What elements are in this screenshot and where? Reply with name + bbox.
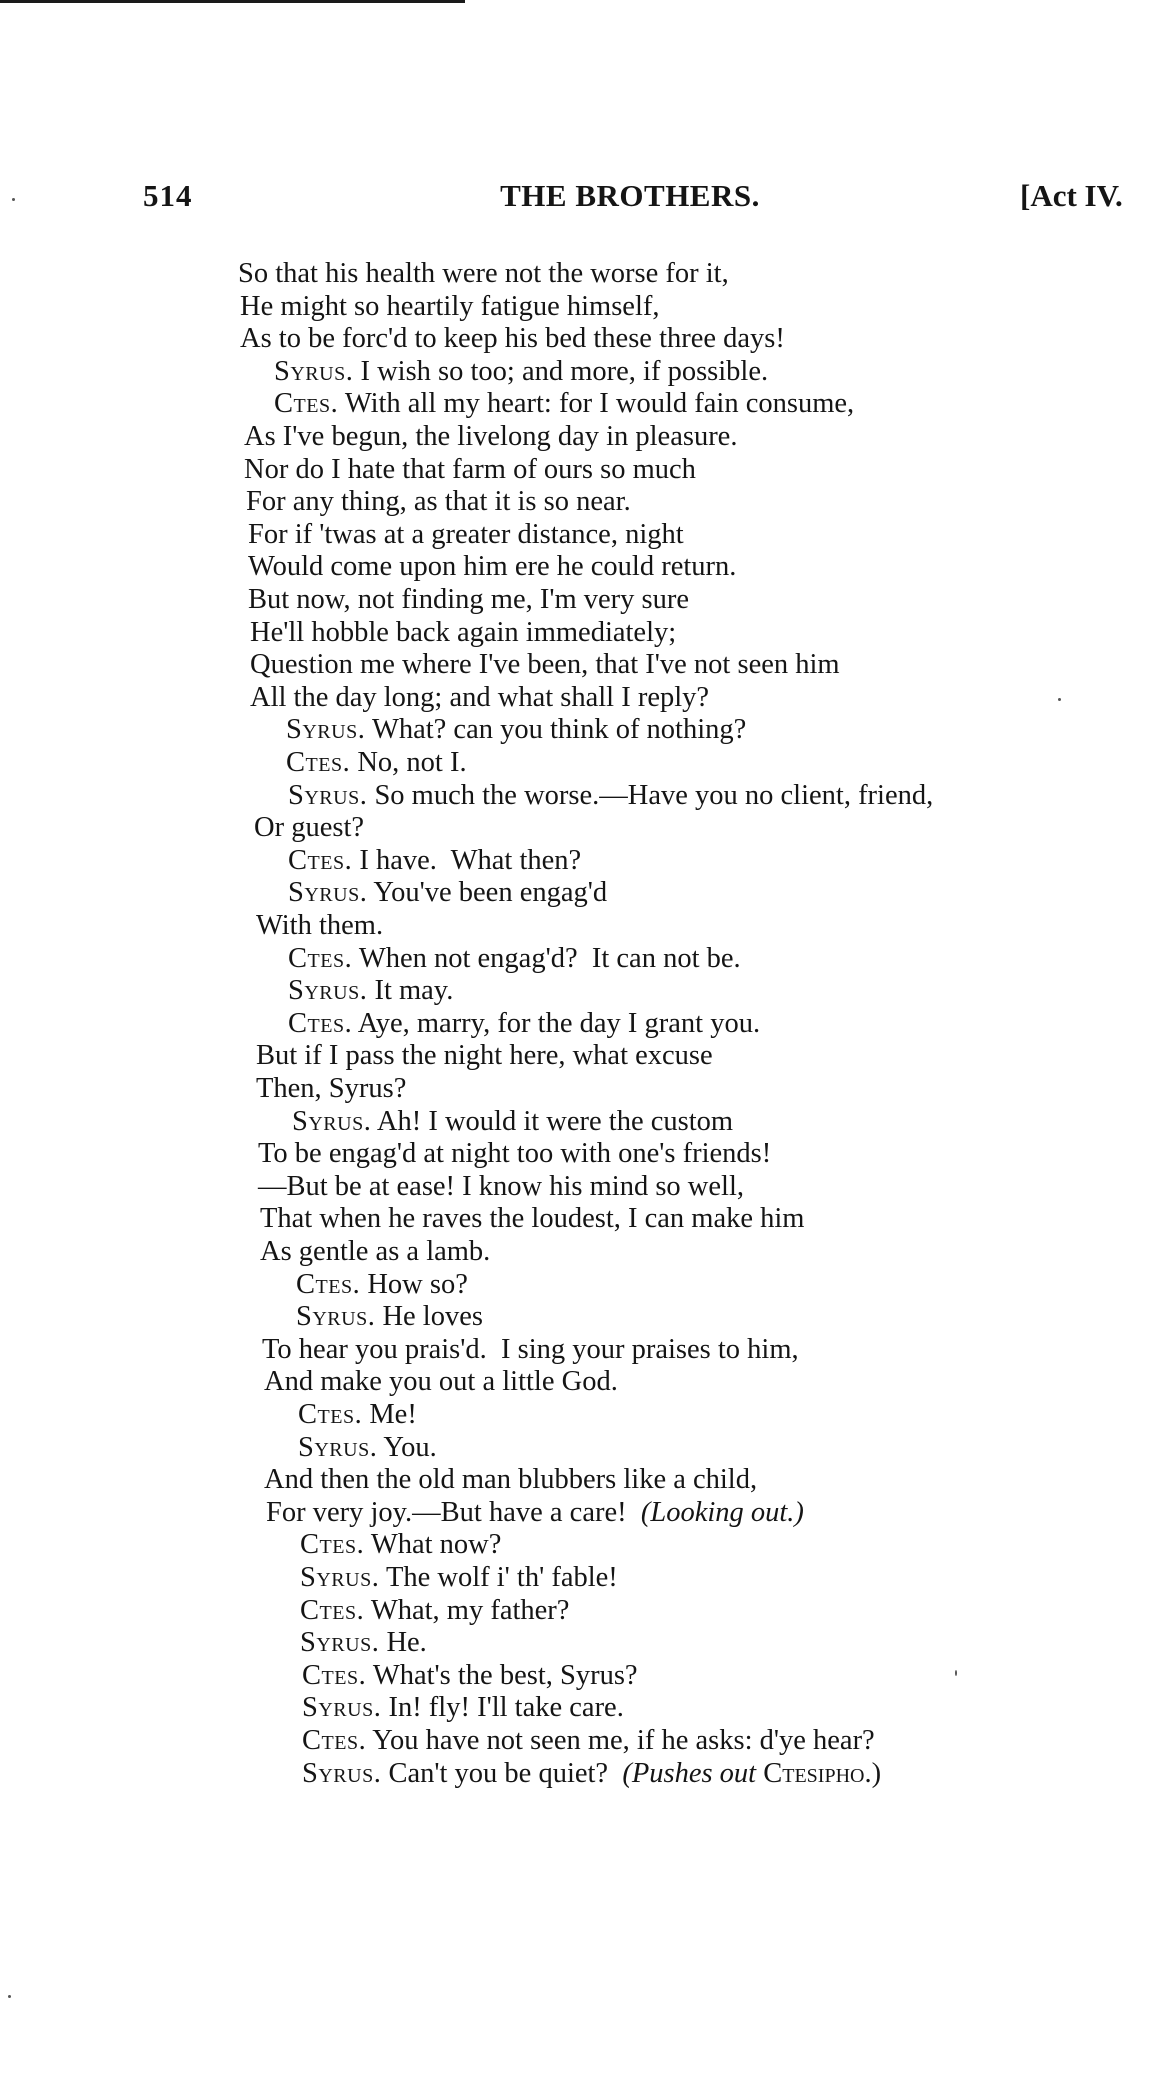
line-text: To hear you prais'd. I sing your praises to him, [262,1333,799,1365]
line-text: He. [379,1627,427,1659]
line-text: To be engag'd at night too with one's friends! [258,1138,772,1170]
stage-direction-text: (Looking out.) [640,1496,804,1528]
verse-line [288,780,933,812]
act-label-text: [Act IV. [1020,178,1123,213]
verse-line [256,910,383,942]
verse-line [244,454,696,486]
line-text: Ah! I would it were the custom [371,1105,734,1137]
verse-line [248,584,689,616]
speaker-name: Syrus. [288,975,368,1007]
line-text: —But be at ease! I know his mind so well, [258,1170,745,1202]
verse-line [302,1725,875,1757]
speaker-name: Syrus. [296,1301,376,1333]
verse-line [246,486,631,518]
line-text: And make you out a little God. [264,1366,618,1398]
line-text: That when he raves the loudest, I can make him [260,1203,805,1235]
speaker-name: Ctes. [296,1268,361,1300]
speaker-name: Syrus. [302,1757,382,1789]
line-text: Question me where I've been, that I've not seen him [250,649,840,681]
speaker-name: Ctes. [288,1007,353,1039]
speaker-name: Ctes. [300,1529,365,1561]
speaker-name: Ctes. [300,1594,365,1626]
line-text: When not engag'd? It can not be. [352,942,741,974]
line-text: With all my heart: for I would fain consume, [338,388,855,420]
line-text: What now? [364,1529,502,1561]
speaker-name: Ctes. [298,1399,363,1430]
act-label [1020,178,1123,214]
verse-line [288,975,453,1007]
verse-line [300,1529,501,1561]
stage-direction-name: Ctesipho [763,1757,865,1789]
verse-line [260,1203,804,1235]
verse-line [286,747,467,779]
line-text: But if I pass the night here, what excuse [256,1040,713,1072]
print-speck [1058,698,1061,701]
speaker-name: Syrus. [288,779,368,811]
verse-line [256,1073,406,1105]
line-text: I have. What then? [352,844,582,876]
verse-line [248,551,736,583]
line-text: Aye, marry, for the day I grant you. [352,1007,761,1039]
speaker-name: Syrus. [300,1562,380,1593]
verse-line [302,1758,881,1790]
verse-line [250,682,709,714]
verse-line [288,845,581,877]
verse-line [292,1106,733,1138]
line-text: And then the old man blubbers like a child, [264,1464,758,1496]
line-text: You have not seen me, if he asks: d'ye hear? [366,1725,875,1756]
verse-line [298,1432,437,1464]
line-text: As I've begun, the livelong day in pleasure. [244,421,738,452]
stage-direction-text: (Pushes out [622,1757,764,1789]
line-text: The wolf i' th' fable! [379,1562,618,1593]
speaker-name: Syrus. [274,355,354,387]
line-text: So that his health were not the worse for it, [238,258,729,289]
line-text: Me! [362,1399,417,1430]
verse-line [298,1399,417,1431]
verse-line [264,1366,618,1398]
speaker-name: Ctes. [288,942,353,974]
speaker-name: Syrus. [300,1627,380,1659]
speaker-name: Ctes. [286,747,351,778]
verse-line [296,1269,468,1301]
line-text: It may. [367,975,454,1007]
print-speck [12,198,15,201]
verse-line [300,1627,427,1659]
verse-line [248,519,684,551]
verse-line [286,714,746,746]
verse-line [250,617,676,649]
line-text: No, not I. [350,747,467,778]
line-text: He'll hobble back again immediately; [250,616,677,648]
line-text: As gentle as a lamb. [260,1236,491,1267]
line-text: All the day long; and what shall I reply? [250,681,710,713]
verse-line [288,943,741,975]
speaker-name: Ctes. [288,844,353,876]
verse-line [238,258,729,290]
speaker-name: Syrus. [292,1105,372,1137]
verse-line [256,1040,713,1072]
top-rule [0,0,465,3]
verse-line [296,1301,483,1333]
speaker-name: Syrus. [302,1692,382,1724]
line-text: How so? [360,1268,468,1300]
line-text: As to be forc'd to keep his bed these three days! [240,323,785,355]
verse-line [244,421,737,453]
verse-line [240,323,785,355]
speaker-name: Syrus. [286,714,366,746]
line-text: You've been engag'd [367,877,608,909]
line-text: He might so heartily fatigue himself, [240,290,660,322]
verse-line [260,1236,490,1268]
verse-line [288,1008,760,1040]
print-speck [955,1670,957,1676]
verse-line [288,877,607,909]
verse-line [240,291,659,323]
verse-line [250,649,840,681]
verse-line [254,812,364,844]
line-text: You. [377,1431,437,1463]
line-text: Or guest? [254,812,365,844]
verse-line [274,356,768,388]
verse-line [302,1692,624,1724]
speaker-name: Ctes. [302,1725,367,1756]
line-text: He loves [375,1301,483,1333]
stage-direction-end: .) [864,1757,882,1789]
verse-line [258,1138,771,1170]
line-text: Then, Syrus? [256,1073,407,1104]
page-number: 514 [143,178,193,213]
line-text: What? can you think of nothing? [365,714,747,746]
line-text: I wish so too; and more, if possible. [353,355,769,387]
line-text: Would come upon him ere he could return. [248,551,737,583]
verse-line [266,1497,804,1529]
line-text: For very joy.—But have a care! [266,1496,641,1528]
verse-line [300,1595,569,1627]
speaker-name: Syrus. [298,1431,378,1463]
line-text: What's the best, Syrus? [366,1659,638,1691]
page-header [0,178,1152,222]
line-text: For if 'twas at a greater distance, night [248,518,684,550]
line-text: But now, not finding me, I'm very sure [248,584,690,615]
line-text: Nor do I hate that farm of ours so much [244,453,696,485]
line-text: With them. [256,910,384,941]
line-text: For any thing, as that it is so near. [246,486,631,518]
verse-line [274,388,854,420]
line-text: In! fly! I'll take care. [381,1692,624,1724]
verse-line [262,1334,799,1366]
speaker-name: Ctes. [274,388,339,420]
speaker-name: Ctes. [302,1659,367,1691]
print-speck [8,1995,11,1998]
line-text: Can't you be quiet? [381,1757,623,1789]
verse-line [302,1660,638,1692]
stage-direction [641,1497,804,1528]
running-title: THE BROTHERS. [500,178,760,213]
verse-line [258,1171,744,1203]
speaker-name: Syrus. [288,877,368,909]
verse-line [300,1562,618,1594]
line-text: What, my father? [364,1594,570,1626]
stage-direction [622,1758,881,1789]
verse-line [264,1464,757,1496]
line-text: So much the worse.—Have you no client, friend, [367,779,934,811]
